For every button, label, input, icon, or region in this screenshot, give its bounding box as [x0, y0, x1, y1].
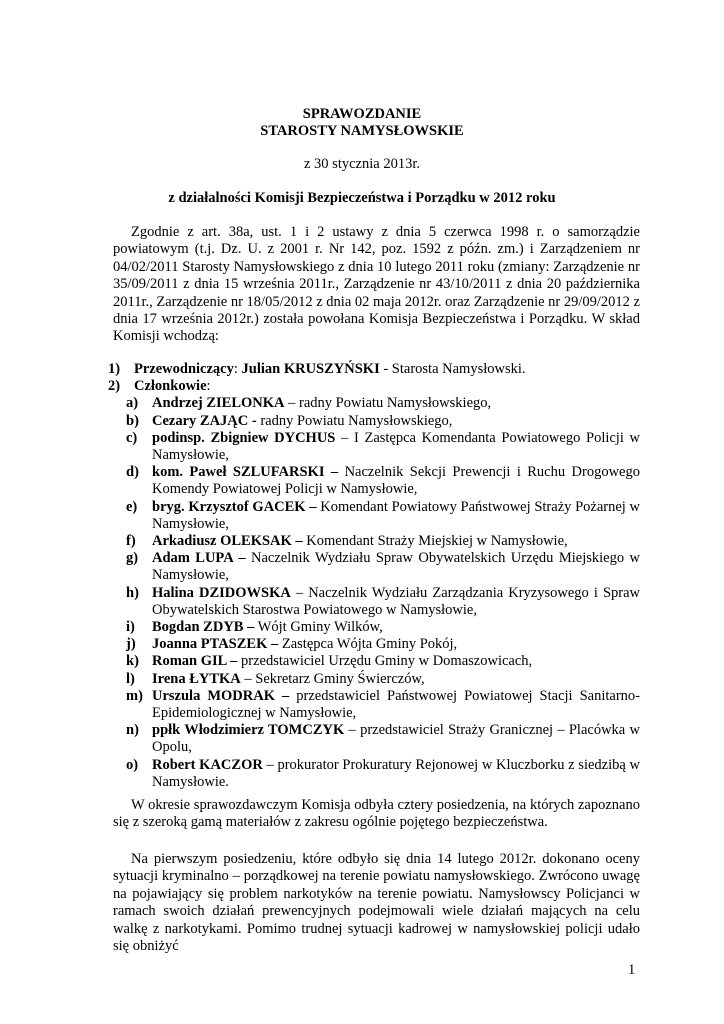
member-name: kom. Paweł SZLUFARSKI –	[152, 464, 339, 481]
members-list	[108, 361, 640, 791]
chairman-desc: - Starosta Namysłowski.	[379, 361, 526, 377]
member-name: bryg. Krzysztof GACEK –	[152, 498, 317, 515]
chairman-colon: :	[233, 361, 242, 377]
member-item	[108, 722, 640, 756]
member-description: Zastępca Wójta Gminy Pokój,	[278, 636, 458, 653]
member-description: – Sekretarz Gminy Świerczów,	[240, 670, 425, 687]
member-letter: j)	[126, 636, 136, 653]
document-title: SPRAWOZDANIE	[302, 106, 422, 122]
member-name: Robert KACZOR	[152, 756, 263, 773]
member-name: Joanna PTASZEK –	[152, 636, 279, 653]
member-description: – przedstawiciel Straży Granicznej – Placówka w Opolu,	[152, 722, 640, 756]
member-description: Naczelnik Wydziału Spraw Obywatelskich Urzędu Miejskiego w Namysłowie,	[152, 550, 640, 584]
member-item	[108, 619, 640, 636]
document-title-author: STAROSTY NAMYSŁOWSKIE	[260, 123, 464, 139]
member-description: Komendant Straży Miejskiej w Namysłowie,	[302, 533, 568, 550]
member-letter: a)	[126, 395, 139, 412]
members-item	[108, 378, 640, 395]
member-letter: f)	[126, 533, 136, 550]
member-letter: e)	[126, 498, 138, 515]
member-name: Roman GIL –	[152, 653, 238, 670]
member-item	[108, 464, 640, 498]
paragraph-first-meeting	[113, 851, 640, 955]
member-name: Irena ŁYTKA	[152, 670, 241, 687]
member-item	[108, 688, 640, 722]
list-number: 1)	[108, 361, 121, 377]
member-item	[108, 550, 640, 584]
member-item	[108, 533, 640, 550]
member-name: ppłk Włodzimierz TOMCZYK	[152, 722, 345, 739]
member-letter: h)	[126, 584, 139, 601]
members-label: Członkowie	[134, 378, 207, 395]
member-letter: c)	[126, 429, 138, 446]
member-letter: m)	[126, 687, 143, 704]
member-description: Komendant Powiatowy Państwowej Straży Pożarnej w Namysłowie,	[152, 498, 640, 532]
document-date: z 30 stycznia 2013r.	[304, 156, 420, 172]
member-item	[108, 671, 640, 688]
member-description: – radny Powiatu Namysłowskiego,	[284, 395, 492, 412]
member-letter: i)	[126, 619, 135, 636]
member-item	[108, 413, 640, 430]
member-item	[108, 653, 640, 670]
intro-paragraph	[113, 224, 640, 346]
member-description: Naczelnik Sekcji Prewencji i Ruchu Drogowego Komendy Powiatowej Policji w Namysłowie,	[152, 464, 640, 498]
member-description: – Naczelnik Wydziału Zarządzania Kryzysowego i Spraw Obywatelskich Starostwa Powiatowego w Namysłowie,	[152, 584, 641, 618]
member-letter: o)	[126, 756, 139, 773]
member-description: – I Zastępca Komendanta Powiatowego Policji w Namysłowie,	[152, 429, 641, 464]
member-item	[108, 395, 640, 412]
paragraph-meetings-text: W okresie sprawozdawczym Komisja odbyła cztery posiedzenia, na których zapoznano się z szeroką gamą materiałów z zakresu ogólnie pojętego bezpieczeństwa.	[113, 797, 640, 831]
intro-text: Zgodnie z art. 38a, ust. 1 i 2 ustawy z dnia 5 czerwca 1998 r. o samorządzie powiatowym (t.j. Dz. U. z 2001 r. Nr 142, poz. 1592 z późn. zm.) i Zarządzeniem nr 04/02/2011 Starosty Namysłowskiego z dnia 10 lutego 2011 roku (zmiany: Zarządzenie nr 35/09/2011 z dnia 15 września 2011r., Zarządzenie nr 43/10/2011 z dnia 20 października 2011r., Zarządzenie nr 18/05/2012 z dnia 02 maja 2012r. oraz Zarządzenie nr 29/09/2012 z dnia 17 września 2012r.) została powołana Komisja Bezpieczeństwa i Porządku. W skład Komisji wchodzą:	[113, 224, 640, 345]
member-letter: k)	[126, 653, 139, 670]
member-letter: l)	[126, 670, 135, 687]
member-name: Bogdan ZDYB –	[152, 619, 255, 636]
members-sublist	[108, 395, 640, 791]
member-description: radny Powiatu Namysłowskiego,	[256, 412, 453, 429]
member-name: podinsp. Zbigniew DYCHUS	[152, 429, 336, 446]
member-item	[108, 430, 640, 464]
member-item	[108, 585, 640, 619]
member-description: przedstawiciel Państwowej Powiatowej Stacji Sanitarno-Epidemiologicznej w Namysłowie,	[152, 687, 640, 722]
member-item	[108, 757, 640, 791]
member-name: Halina DZIDOWSKA	[152, 584, 291, 601]
member-item	[108, 636, 640, 653]
member-description: przedstawiciel Urzędu Gminy w Domaszowicach,	[237, 653, 533, 670]
member-name: Cezary ZAJĄC -	[152, 412, 257, 429]
members-colon: :	[206, 378, 211, 395]
member-letter: g)	[126, 550, 139, 567]
chairman-label: Przewodniczący	[134, 361, 234, 377]
paragraph-meetings	[113, 797, 640, 832]
member-letter: d)	[126, 464, 139, 481]
document-subject: z działalności Komisji Bezpieczeństwa i Porządku w 2012 roku	[168, 190, 556, 206]
member-letter: n)	[126, 722, 139, 739]
paragraph-first-meeting-text: Na pierwszym posiedzeniu, które odbyło się dnia 14 lutego 2012r. dokonano oceny sytuacji kryminalno – porządkowej na terenie powiatu namysłowskiego. Zwrócono uwagę na pojawiający się problem narkotyków na terenie powiatu. Namysłowscy Policjanci w ramach swoich działań prewencyjnych podejmowali wiele działań mających na celu walkę z narkotykami. Pomimo trudnej sytuacji kadrowej w namysłowskiej policji udało się obniżyć	[113, 851, 640, 955]
chairman-name: Julian KRUSZYŃSKI	[241, 361, 380, 377]
member-item	[108, 499, 640, 533]
member-description: – prokurator Prokuratury Rejonowej w Kluczborku z siedzibą w Namysłowie.	[152, 756, 640, 790]
page-number: 1	[628, 962, 636, 978]
member-name: Arkadiusz OLEKSAK –	[152, 533, 303, 550]
member-name: Adam LUPA –	[152, 550, 246, 567]
member-name: Andrzej ZIELONKA	[152, 395, 285, 412]
list-number: 2)	[108, 378, 121, 395]
chairman-item	[108, 361, 640, 378]
member-letter: b)	[126, 412, 139, 429]
member-description: Wójt Gminy Wilków,	[254, 619, 383, 636]
member-name: Urszula MODRAK –	[152, 687, 290, 704]
